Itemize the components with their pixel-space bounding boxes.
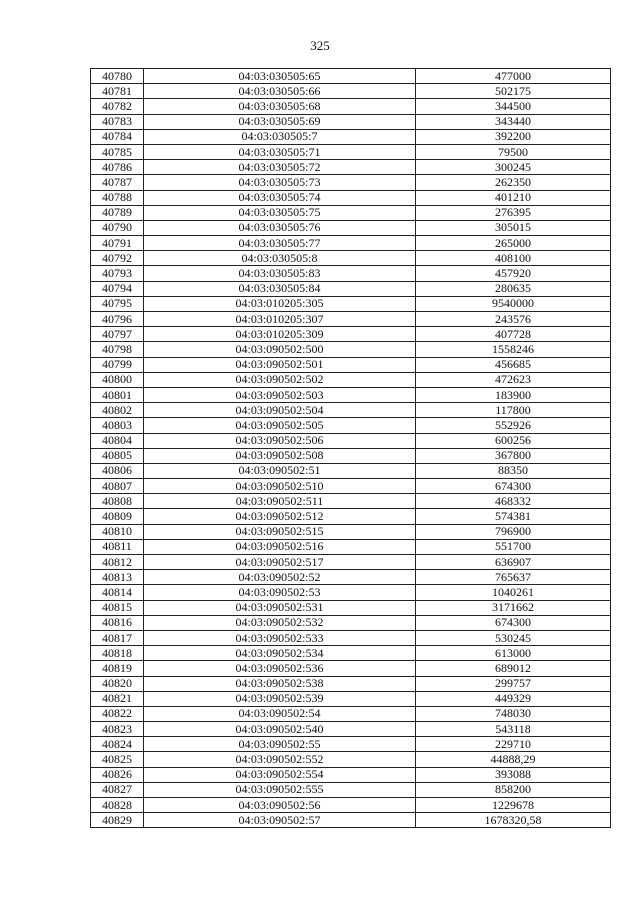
- value-cell: 457920: [416, 266, 611, 281]
- value-cell: 276395: [416, 205, 611, 220]
- value-cell: 79500: [416, 144, 611, 159]
- cadastral-number-cell: 04:03:030505:8: [144, 251, 416, 266]
- row-number-cell: 40796: [91, 312, 144, 327]
- cadastral-number-cell: 04:03:090502:505: [144, 418, 416, 433]
- table-row: [91, 494, 611, 509]
- row-number-cell: 40809: [91, 509, 144, 524]
- value-cell: 300245: [416, 160, 611, 175]
- value-cell: 472623: [416, 372, 611, 387]
- row-number-cell: 40805: [91, 448, 144, 463]
- value-cell: 299757: [416, 676, 611, 691]
- row-number-cell: 40794: [91, 281, 144, 296]
- row-number-cell: 40817: [91, 630, 144, 645]
- value-cell: 265000: [416, 236, 611, 251]
- cadastral-number-cell: 04:03:090502:516: [144, 539, 416, 554]
- cadastral-number-cell: 04:03:090502:511: [144, 494, 416, 509]
- table-row: [91, 418, 611, 433]
- value-cell: 477000: [416, 69, 611, 84]
- value-cell: 858200: [416, 782, 611, 797]
- row-number-cell: 40818: [91, 646, 144, 661]
- table-row: [91, 661, 611, 676]
- table-row: [91, 372, 611, 387]
- table-row: [91, 448, 611, 463]
- value-cell: 392200: [416, 129, 611, 144]
- value-cell: 9540000: [416, 296, 611, 311]
- cadastral-number-cell: 04:03:090502:52: [144, 570, 416, 585]
- table-row: [91, 555, 611, 570]
- row-number-cell: 40800: [91, 372, 144, 387]
- value-cell: 1040261: [416, 585, 611, 600]
- cadastral-number-cell: 04:03:090502:504: [144, 403, 416, 418]
- cadastral-number-cell: 04:03:090502:508: [144, 448, 416, 463]
- value-cell: 117800: [416, 403, 611, 418]
- table-row: [91, 175, 611, 190]
- cadastral-number-cell: 04:03:090502:506: [144, 433, 416, 448]
- value-cell: 280635: [416, 281, 611, 296]
- value-cell: 343440: [416, 114, 611, 129]
- cadastral-number-cell: 04:03:030505:69: [144, 114, 416, 129]
- row-number-cell: 40808: [91, 494, 144, 509]
- cadastral-number-cell: 04:03:090502:57: [144, 813, 416, 828]
- row-number-cell: 40802: [91, 403, 144, 418]
- table-row: [91, 190, 611, 205]
- row-number-cell: 40798: [91, 342, 144, 357]
- table-row: [91, 84, 611, 99]
- cadastral-number-cell: 04:03:090502:538: [144, 676, 416, 691]
- value-cell: 765637: [416, 570, 611, 585]
- table-row: [91, 160, 611, 175]
- table-row: [91, 251, 611, 266]
- row-number-cell: 40810: [91, 524, 144, 539]
- cadastral-number-cell: 04:03:030505:66: [144, 84, 416, 99]
- row-number-cell: 40820: [91, 676, 144, 691]
- cadastral-number-cell: 04:03:090502:500: [144, 342, 416, 357]
- table-row: [91, 296, 611, 311]
- cadastral-number-cell: 04:03:090502:540: [144, 722, 416, 737]
- cadastral-number-cell: 04:03:090502:536: [144, 661, 416, 676]
- table-row: [91, 585, 611, 600]
- page-number: 325: [310, 38, 330, 53]
- cadastral-number-cell: 04:03:090502:555: [144, 782, 416, 797]
- row-number-cell: 40781: [91, 84, 144, 99]
- value-cell: 243576: [416, 312, 611, 327]
- value-cell: 530245: [416, 630, 611, 645]
- table-row: [91, 570, 611, 585]
- table-row: [91, 357, 611, 372]
- row-number-cell: 40812: [91, 555, 144, 570]
- cadastral-number-cell: 04:03:030505:76: [144, 220, 416, 235]
- table-row: [91, 524, 611, 539]
- cadastral-number-cell: 04:03:090502:532: [144, 615, 416, 630]
- table-row: [91, 327, 611, 342]
- cadastral-number-cell: 04:03:030505:68: [144, 99, 416, 114]
- row-number-cell: 40828: [91, 798, 144, 813]
- row-number-cell: 40823: [91, 722, 144, 737]
- cadastral-number-cell: 04:03:010205:307: [144, 312, 416, 327]
- row-number-cell: 40783: [91, 114, 144, 129]
- table-row: [91, 387, 611, 402]
- table-row: [91, 737, 611, 752]
- cadastral-number-cell: 04:03:090502:53: [144, 585, 416, 600]
- table-row: [91, 281, 611, 296]
- value-cell: 574381: [416, 509, 611, 524]
- row-number-cell: 40791: [91, 236, 144, 251]
- table-row: [91, 646, 611, 661]
- row-number-cell: 40782: [91, 99, 144, 114]
- registry-table-body: [91, 69, 611, 828]
- row-number-cell: 40793: [91, 266, 144, 281]
- value-cell: 367800: [416, 448, 611, 463]
- table-row: [91, 266, 611, 281]
- value-cell: 262350: [416, 175, 611, 190]
- cadastral-number-cell: 04:03:090502:539: [144, 691, 416, 706]
- cadastral-number-cell: 04:03:090502:501: [144, 357, 416, 372]
- value-cell: 552926: [416, 418, 611, 433]
- value-cell: 613000: [416, 646, 611, 661]
- cadastral-number-cell: 04:03:090502:54: [144, 706, 416, 721]
- value-cell: 600256: [416, 433, 611, 448]
- row-number-cell: 40813: [91, 570, 144, 585]
- row-number-cell: 40788: [91, 190, 144, 205]
- row-number-cell: 40827: [91, 782, 144, 797]
- row-number-cell: 40789: [91, 205, 144, 220]
- cadastral-number-cell: 04:03:090502:512: [144, 509, 416, 524]
- row-number-cell: 40822: [91, 706, 144, 721]
- table-row: [91, 615, 611, 630]
- cadastral-number-cell: 04:03:030505:83: [144, 266, 416, 281]
- cadastral-number-cell: 04:03:030505:71: [144, 144, 416, 159]
- row-number-cell: 40815: [91, 600, 144, 615]
- row-number-cell: 40790: [91, 220, 144, 235]
- value-cell: 3171662: [416, 600, 611, 615]
- table-row: [91, 220, 611, 235]
- cadastral-number-cell: 04:03:090502:56: [144, 798, 416, 813]
- table-row: [91, 144, 611, 159]
- cadastral-number-cell: 04:03:030505:77: [144, 236, 416, 251]
- value-cell: 674300: [416, 479, 611, 494]
- cadastral-number-cell: 04:03:090502:533: [144, 630, 416, 645]
- table-row: [91, 509, 611, 524]
- value-cell: 456685: [416, 357, 611, 372]
- value-cell: 1678320,58: [416, 813, 611, 828]
- table-row: [91, 403, 611, 418]
- table-row: [91, 722, 611, 737]
- value-cell: 674300: [416, 615, 611, 630]
- row-number-cell: 40825: [91, 752, 144, 767]
- cadastral-number-cell: 04:03:090502:503: [144, 387, 416, 402]
- row-number-cell: 40784: [91, 129, 144, 144]
- row-number-cell: 40821: [91, 691, 144, 706]
- row-number-cell: 40804: [91, 433, 144, 448]
- table-row: [91, 236, 611, 251]
- row-number-cell: 40819: [91, 661, 144, 676]
- cadastral-number-cell: 04:03:030505:84: [144, 281, 416, 296]
- table-row: [91, 782, 611, 797]
- value-cell: 183900: [416, 387, 611, 402]
- cadastral-number-cell: 04:03:010205:309: [144, 327, 416, 342]
- row-number-cell: 40814: [91, 585, 144, 600]
- cadastral-number-cell: 04:03:030505:73: [144, 175, 416, 190]
- row-number-cell: 40799: [91, 357, 144, 372]
- cadastral-number-cell: 04:03:090502:534: [144, 646, 416, 661]
- value-cell: 408100: [416, 251, 611, 266]
- value-cell: 393088: [416, 767, 611, 782]
- row-number-cell: 40786: [91, 160, 144, 175]
- table-row: [91, 114, 611, 129]
- cadastral-number-cell: 04:03:030505:72: [144, 160, 416, 175]
- row-number-cell: 40806: [91, 463, 144, 478]
- value-cell: 468332: [416, 494, 611, 509]
- value-cell: 502175: [416, 84, 611, 99]
- row-number-cell: 40826: [91, 767, 144, 782]
- value-cell: 796900: [416, 524, 611, 539]
- cadastral-number-cell: 04:03:030505:75: [144, 205, 416, 220]
- value-cell: 1558246: [416, 342, 611, 357]
- table-row: [91, 706, 611, 721]
- row-number-cell: 40795: [91, 296, 144, 311]
- table-row: [91, 312, 611, 327]
- value-cell: 305015: [416, 220, 611, 235]
- row-number-cell: 40803: [91, 418, 144, 433]
- table-row: [91, 99, 611, 114]
- value-cell: 44888,29: [416, 752, 611, 767]
- table-row: [91, 539, 611, 554]
- row-number-cell: 40797: [91, 327, 144, 342]
- cadastral-number-cell: 04:03:090502:554: [144, 767, 416, 782]
- table-row: [91, 752, 611, 767]
- value-cell: 551700: [416, 539, 611, 554]
- table-row: [91, 798, 611, 813]
- table-row: [91, 69, 611, 84]
- cadastral-number-cell: 04:03:090502:510: [144, 479, 416, 494]
- value-cell: 689012: [416, 661, 611, 676]
- value-cell: 636907: [416, 555, 611, 570]
- value-cell: 748030: [416, 706, 611, 721]
- cadastral-number-cell: 04:03:090502:55: [144, 737, 416, 752]
- cadastral-number-cell: 04:03:030505:7: [144, 129, 416, 144]
- table-row: [91, 479, 611, 494]
- table-row: [91, 600, 611, 615]
- value-cell: 229710: [416, 737, 611, 752]
- cadastral-number-cell: 04:03:090502:502: [144, 372, 416, 387]
- cadastral-number-cell: 04:03:090502:517: [144, 555, 416, 570]
- value-cell: 543118: [416, 722, 611, 737]
- table-row: [91, 433, 611, 448]
- value-cell: 1229678: [416, 798, 611, 813]
- table-row: [91, 767, 611, 782]
- value-cell: 88350: [416, 463, 611, 478]
- registry-table: [90, 68, 611, 828]
- table-row: [91, 630, 611, 645]
- cadastral-number-cell: 04:03:090502:51: [144, 463, 416, 478]
- value-cell: 449329: [416, 691, 611, 706]
- cadastral-number-cell: 04:03:090502:531: [144, 600, 416, 615]
- row-number-cell: 40801: [91, 387, 144, 402]
- row-number-cell: 40785: [91, 144, 144, 159]
- row-number-cell: 40807: [91, 479, 144, 494]
- cadastral-number-cell: 04:03:090502:515: [144, 524, 416, 539]
- value-cell: 344500: [416, 99, 611, 114]
- row-number-cell: 40829: [91, 813, 144, 828]
- row-number-cell: 40780: [91, 69, 144, 84]
- row-number-cell: 40816: [91, 615, 144, 630]
- value-cell: 407728: [416, 327, 611, 342]
- table-row: [91, 129, 611, 144]
- table-row: [91, 342, 611, 357]
- table-row: [91, 691, 611, 706]
- table-row: [91, 205, 611, 220]
- value-cell: 401210: [416, 190, 611, 205]
- row-number-cell: 40824: [91, 737, 144, 752]
- cadastral-number-cell: 04:03:030505:74: [144, 190, 416, 205]
- cadastral-number-cell: 04:03:010205:305: [144, 296, 416, 311]
- row-number-cell: 40792: [91, 251, 144, 266]
- row-number-cell: 40811: [91, 539, 144, 554]
- table-row: [91, 813, 611, 828]
- cadastral-number-cell: 04:03:030505:65: [144, 69, 416, 84]
- row-number-cell: 40787: [91, 175, 144, 190]
- table-row: [91, 463, 611, 478]
- cadastral-number-cell: 04:03:090502:552: [144, 752, 416, 767]
- table-row: [91, 676, 611, 691]
